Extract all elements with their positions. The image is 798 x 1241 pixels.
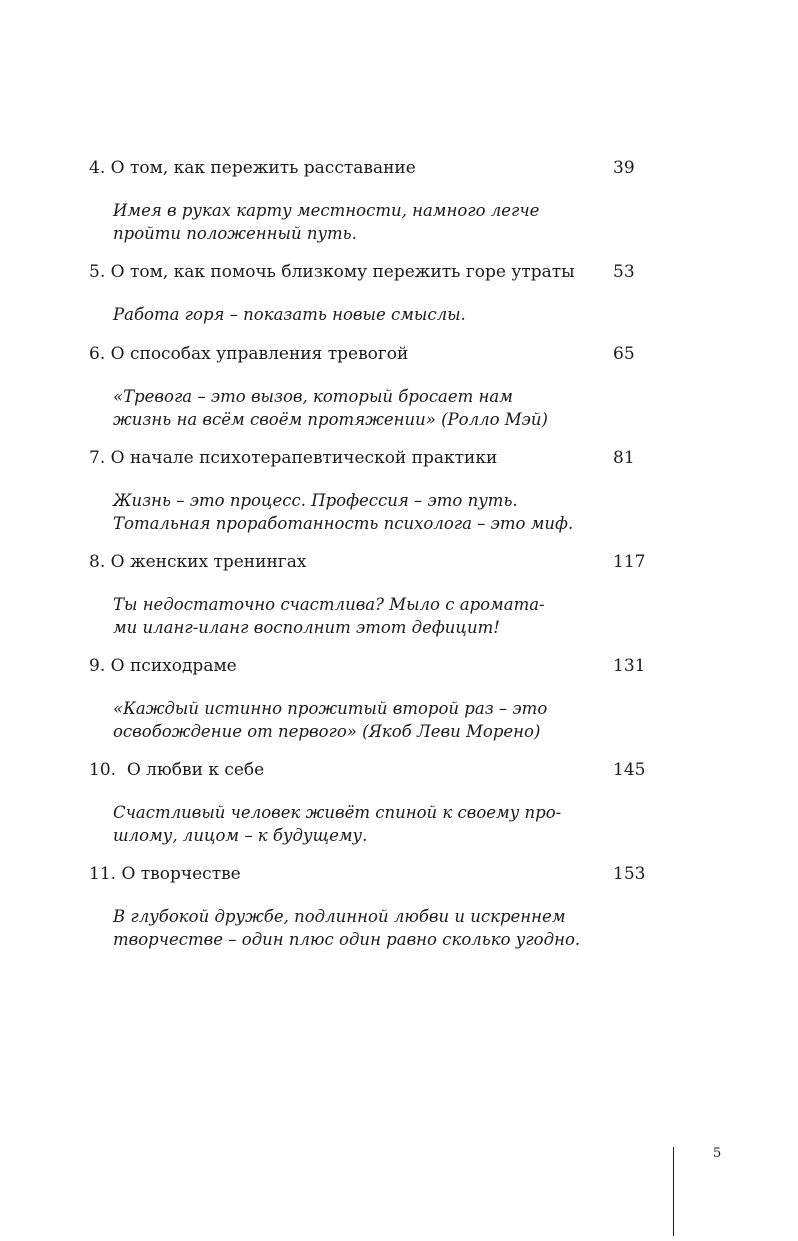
chapter-title: 7. О начале психотерапевтической практики <box>89 448 498 468</box>
chapter-page-number: 81 <box>613 448 635 468</box>
chapter-title: 5. О том, как помочь близкому пережить горе утраты <box>89 262 575 282</box>
epigraph-line: Имея в руках карту местности, намного легче <box>113 201 540 220</box>
chapter-title: 4. О том, как пережить расставание <box>89 158 416 178</box>
chapter-epigraph <box>113 905 583 951</box>
epigraph-line: «Каждый истинно прожитый второй раз – это <box>113 699 548 718</box>
chapter-page-number: 145 <box>613 760 646 780</box>
epigraph-line: Счастливый человек живёт спиной к своему про- <box>113 803 562 822</box>
chapter-epigraph <box>113 385 583 431</box>
epigraph-line: Тотальная проработанность психолога – это миф. <box>113 514 574 533</box>
folio-divider-rule <box>673 1147 674 1236</box>
chapter-page-number: 153 <box>613 864 646 884</box>
chapter-epigraph <box>113 697 583 743</box>
chapter-title: 8. О женских тренингах <box>89 552 307 572</box>
epigraph-line: Ты недостаточно счастлива? Мыло с аромата- <box>113 595 545 614</box>
chapter-title: 11. О творчестве <box>89 864 241 884</box>
chapter-epigraph <box>113 303 583 326</box>
chapter-page-number: 65 <box>613 344 635 364</box>
epigraph-line: пройти положенный путь. <box>113 224 357 243</box>
chapter-page-number: 131 <box>613 656 646 676</box>
chapter-page-number: 53 <box>613 262 635 282</box>
chapter-epigraph <box>113 199 583 245</box>
epigraph-line: творчестве – один плюс один равно сколько угодно. <box>113 930 581 949</box>
epigraph-line: В глубокой дружбе, подлинной любви и искреннем <box>113 907 566 926</box>
chapter-title: 10. О любви к себе <box>89 760 265 780</box>
chapter-page-number: 39 <box>613 158 635 178</box>
epigraph-line: жизнь на всём своём протяжении» (Ролло Мэй) <box>113 410 548 429</box>
epigraph-line: шлому, лицом – к будущему. <box>113 826 368 845</box>
page-number: 5 <box>713 1146 722 1161</box>
chapter-epigraph <box>113 801 583 847</box>
epigraph-line: освобождение от первого» (Якоб Леви Морено) <box>113 722 541 741</box>
epigraph-line: ми иланг-иланг восполнит этот дефицит! <box>113 618 500 637</box>
chapter-epigraph <box>113 593 583 639</box>
chapter-page-number: 117 <box>613 552 646 572</box>
epigraph-line: «Тревога – это вызов, который бросает нам <box>113 387 513 406</box>
epigraph-line: Работа горя – показать новые смыслы. <box>113 305 466 324</box>
chapter-title: 9. О психодраме <box>89 656 237 676</box>
chapter-epigraph <box>113 489 583 535</box>
epigraph-line: Жизнь – это процесс. Профессия – это путь. <box>113 491 518 510</box>
chapter-title: 6. О способах управления тревогой <box>89 344 409 364</box>
